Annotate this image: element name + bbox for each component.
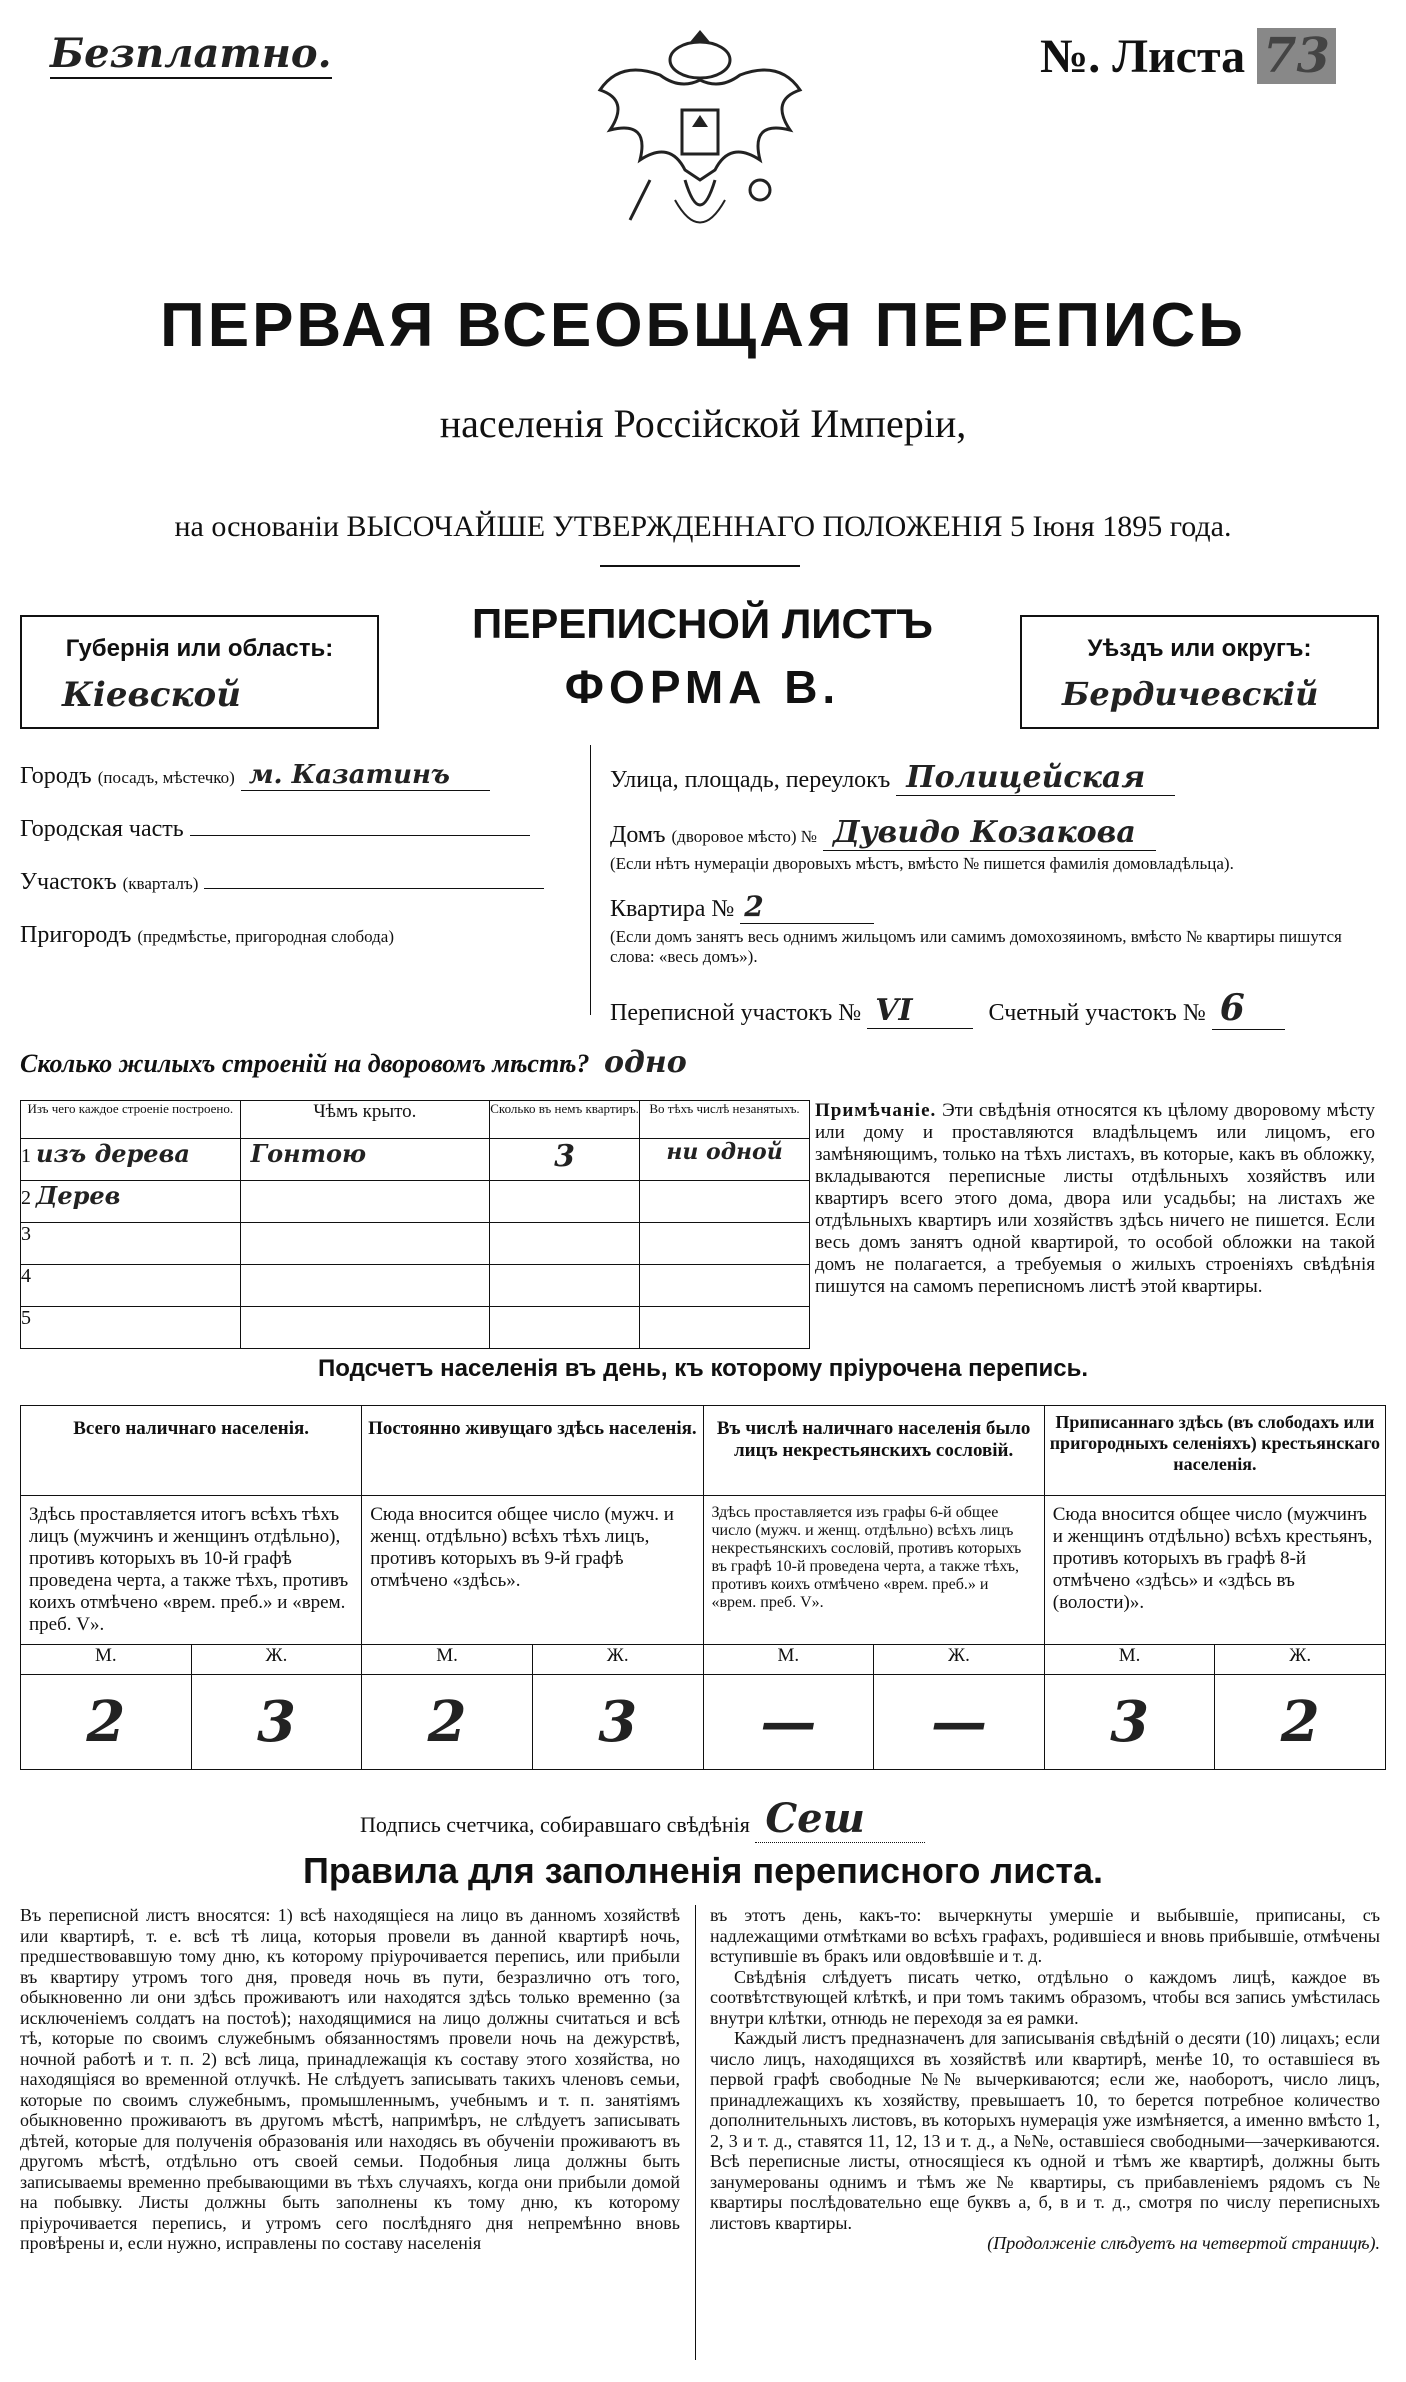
buildings-note (815, 1100, 1375, 1298)
m-header: М. (703, 1645, 874, 1675)
apartment-note: (Если домъ занятъ весь однимъ жильцомъ или самимъ домохозяиномъ, вмѣсто № квартиры пишутся слова: «весь домъ»). (610, 927, 1342, 966)
street-value: Полицейская (896, 760, 1175, 796)
buildings-header-roof: Чѣмъ крыто. (240, 1101, 490, 1139)
house-value: Дувидо Козакова (823, 815, 1156, 851)
signature-label: Подпись счетчика, собиравшаго свѣдѣнія (360, 1812, 750, 1837)
divider (600, 565, 800, 567)
district-box (1020, 615, 1379, 729)
street-row (610, 760, 1390, 795)
table-cell (240, 1265, 490, 1307)
buildings-note-head: Примѣчаніе. (815, 1100, 937, 1121)
count-area-label: Счетный участокъ № (988, 1000, 1206, 1026)
count-head-4: Приписаннаго здѣсь (въ слободахъ или пригородныхъ селеніяхъ) крестьянскаго населенія. (1044, 1406, 1385, 1496)
f-header: Ж. (191, 1645, 362, 1675)
area-row (20, 869, 590, 896)
count-table (20, 1405, 1386, 1770)
signature-row (360, 1795, 925, 1842)
area-label: Участокъ (20, 869, 117, 895)
count-m-value: 3 (1044, 1675, 1215, 1770)
city-part-label: Городская часть (20, 816, 184, 842)
city-part-field (190, 835, 530, 836)
table-cell (240, 1223, 490, 1265)
table-cell (490, 1307, 640, 1349)
f-header: Ж. (1215, 1645, 1386, 1675)
buildings-question-row (20, 1045, 687, 1080)
census-area-value: VI (867, 993, 972, 1029)
count-m-value: 2 (21, 1675, 192, 1770)
count-desc-3: Здѣсь проставляется изъ графы 6-й общее число (мужч. и женщ. отдѣльно) всѣхъ лицъ некрестьянскихъ сословій, противъ которыхъ въ графѣ 10-й проведена черта, а также тѣхъ, противъ коихъ отмѣчено «врем. преб.» и «врем. преб. V». (703, 1496, 1044, 1645)
sheet-label (1040, 28, 1336, 84)
m-header: М. (1044, 1645, 1215, 1675)
row-number: 3 (21, 1223, 241, 1265)
city-part-row (20, 816, 590, 843)
suburb-row (20, 922, 590, 949)
buildings-answer: одно (604, 1045, 687, 1080)
table-cell (21, 1139, 241, 1181)
table-cell (640, 1265, 810, 1307)
double-headed-eagle-emblem (590, 20, 810, 250)
buildings-note-text: Эти свѣдѣнія относятся къ цѣлому дворовому мѣсту или дому и проставляются владѣльцемъ или лицомъ, его замѣняющимъ, только на тѣхъ листахъ, въ которые, какъ въ обложку, вкладываются переписные листы отдѣльныхъ хозяйствъ или квартиръ всего этого дома, двора или усадьбы; на листахъ же отдѣльныхъ квартиръ или хозяйствъ здѣсь ничего не пишется. Если весь домъ занятъ одной квартирой, то особой обложки на такой домъ не полагается, а требуемыя о жилыхъ строеніяхъ свѣдѣнія пишутся на самомъ переписномъ листѣ этой квартиры. (815, 1100, 1376, 1297)
row-number: 1 (21, 1145, 31, 1167)
table-row (21, 1307, 810, 1349)
house-label: Домъ (610, 822, 666, 848)
f-header: Ж. (874, 1645, 1045, 1675)
rules-right-paragraph-1: въ этотъ день, какъ-то: вычеркнуты умершіе и выбывшіе, приписаны, съ надлежащими отмѣтками во всѣхъ графахъ, родившіеся и вновь прибывшіе, отмѣчены вступившіе въ бракъ или овдовѣвшіе и т. д. (710, 1905, 1380, 1966)
buildings-header-apartments: Сколько въ немъ квартиръ. (490, 1101, 640, 1139)
city-hint: (посадъ, мѣстечко) (97, 768, 235, 787)
province-label: Губернія или область: (65, 635, 334, 662)
row-number: 4 (21, 1265, 241, 1307)
roof-value: Гонтою (240, 1139, 490, 1181)
table-cell (490, 1265, 640, 1307)
roof-value (240, 1181, 490, 1223)
apartment-row (610, 890, 1390, 923)
page-subtitle: населенія Россійской Имперіи, (439, 401, 967, 446)
district-value: Бердичевскій (1062, 675, 1319, 713)
basis-line: на основаніи ВЫСОЧАЙШЕ УТВЕРЖДЕННАГО ПОЛОЖЕНІЯ 5 Іюня 1895 года. (174, 510, 1232, 543)
m-header: М. (362, 1645, 533, 1675)
row-number: 2 (21, 1187, 31, 1209)
column-divider (695, 1905, 696, 2360)
table-cell (240, 1307, 490, 1349)
apartments-value: 3 (490, 1139, 640, 1181)
count-head-3: Въ числѣ наличнаго населенія было лицъ некрестьянскихъ сословій. (703, 1406, 1044, 1496)
count-desc-1: Здѣсь проставляется итогъ всѣхъ тѣхъ лицъ (мужчинъ и женщинъ отдѣльно), противъ которыхъ въ 10-й графѣ проведена черта, а также тѣхъ, противъ коихъ отмѣчено «врем. преб.» и «врем. преб. V». (21, 1496, 362, 1645)
city-label: Городъ (20, 763, 92, 789)
count-head-1: Всего наличнаго населенія. (21, 1406, 362, 1496)
m-header: М. (21, 1645, 192, 1675)
apartment-label: Квартира № (610, 896, 735, 922)
vacant-value (640, 1181, 810, 1223)
address-right (610, 745, 1390, 1029)
sheet-label-text: №. Листа (1040, 30, 1246, 83)
city-value: м. Казатинъ (241, 760, 490, 791)
form-header (390, 600, 1015, 714)
province-box (20, 615, 379, 729)
rules-title: Правила для заполненія переписного листа. (302, 1850, 1104, 1891)
count-desc-4: Сюда вносится общее число (мужчинъ и женщинъ отдѣльно) всѣхъ крестьянъ, противъ которыхъ въ графѣ 8-й отмѣчено «здѣсь» и «здѣсь въ (волости)». (1044, 1496, 1385, 1645)
province-value: Кіевской (62, 675, 241, 715)
count-area-value: 6 (1212, 987, 1285, 1030)
count-title: Подсчетъ населенія въ день, къ которому пріурочена перепись. (318, 1355, 1088, 1382)
material-value: Дерев (36, 1181, 121, 1210)
count-m-value: 2 (362, 1675, 533, 1770)
count-m-value: — (703, 1675, 874, 1770)
sheet-number: 73 (1257, 28, 1336, 84)
buildings-header-material: Изъ чего каждое строеніе построено. (21, 1101, 241, 1139)
address-left (20, 745, 591, 1015)
form-label: ФОРМА В. (564, 661, 841, 713)
buildings-header-vacant: Во тѣхъ числѣ незанятыхъ. (640, 1101, 810, 1139)
rules-right-paragraph-2: Свѣдѣнія слѣдуетъ писать четко, отдѣльно о каждомъ лицѣ, каждое въ соотвѣтствующей клѣткѣ, и при томъ такимъ образомъ, чтобы вся запись умѣстилась внутри клѣтки, отнюдь не переходя за ея рамки. (710, 1966, 1380, 2028)
f-header: Ж. (532, 1645, 703, 1675)
table-cell (640, 1223, 810, 1265)
rules-right-paragraph-3: Каждый листъ предназначенъ для записыванія свѣдѣній о десяти (10) лицахъ; если число лицъ, находящихся въ хозяйствѣ или квартирѣ, менѣе 10, то оставшіеся въ первой графѣ свободные №№ вычеркиваются; если же, наоборотъ, число лицъ, принадлежащихъ къ хозяйству, превышаетъ 10, то берется потребное количество дополнительныхъ листовъ, въ которыхъ нумерація уже измѣняется, а именно вмѣсто 1, 2, 3 и т. д., ставятся 11, 12, 13 и т. д., а №№, оставшіеся свободными—зачеркиваются. Всѣ переписные листы, относящіеся къ одной и тѣмъ же квартирѣ, должны быть занумерованы однимъ и тѣмъ же № квартиры, съ прибавленіемъ рядомъ съ № квартиры послѣдовательно еще буквъ а, б, в и т. д., смотря по числу переписныхъ листовъ квартиры. (710, 2028, 1380, 2233)
vacant-value: ни одной (640, 1139, 810, 1181)
area-hint: (кварталъ) (122, 874, 199, 893)
census-area-label: Переписной участокъ № (610, 1000, 862, 1026)
signature-value: Сеш (755, 1795, 925, 1843)
count-f-value: 3 (191, 1675, 362, 1770)
area-field (204, 888, 544, 889)
form-title: ПЕРЕПИСНОЙ ЛИСТЪ (472, 600, 933, 647)
count-f-value: — (874, 1675, 1045, 1770)
table-row (21, 1265, 810, 1307)
table-cell (640, 1307, 810, 1349)
apartments-value (490, 1181, 640, 1223)
table-row (21, 1223, 810, 1265)
table-cell (21, 1181, 241, 1223)
rules-right-column (710, 1905, 1380, 2254)
buildings-question: Сколько жилыхъ строеній на дворовомъ мѣстѣ? (20, 1049, 590, 1078)
rules-continued: (Продолженіе слѣдуетъ на четвертой страницѣ). (987, 2233, 1380, 2253)
free-label: Безплатно. (50, 30, 332, 77)
table-row (21, 1139, 810, 1181)
page-title: ПЕРВАЯ ВСЕОБЩАЯ ПЕРЕПИСЬ (160, 291, 1246, 360)
table-cell (490, 1223, 640, 1265)
table-row (21, 1181, 810, 1223)
house-row (610, 815, 1390, 850)
census-area-row (610, 987, 1390, 1029)
count-f-value: 3 (532, 1675, 703, 1770)
count-f-value: 2 (1215, 1675, 1386, 1770)
suburb-label: Пригородъ (20, 922, 132, 948)
count-head-2: Постоянно живущаго здѣсь населенія. (362, 1406, 703, 1496)
street-label: Улица, площадь, переулокъ (610, 767, 891, 793)
buildings-table (20, 1100, 810, 1349)
city-row (20, 760, 590, 790)
rules-left-column: Въ переписной листъ вносятся: 1) всѣ находящіеся на лицо въ данномъ хозяйствѣ или квартирѣ, т. е. всѣ тѣ лица, которыя провели въ данной квартирѣ ночь, предшествовавшую тому дню, къ которому пріурочивается перепись, или прибыли въ квартиру утромъ того дня, проведя ночь въ пути, безразлично отъ того, обыкновенно ли они здѣсь проживаютъ или находятся здѣсь только временно (за исключеніемъ солдатъ на постоѣ); находящимися на лицо должны считаться и всѣ тѣ, которые по своимъ служебнымъ обязанностямъ провели ночь на дежурствѣ, ночной работѣ и т. п. 2) всѣ лица, принадлежащія къ составу этого хозяйства, но находящіяся во временной отлучкѣ. Не слѣдуетъ записывать такихъ членовъ семьи, которые по своимъ служебнымъ, промышленнымъ, учебнымъ и т. п. занятіямъ обыкновенно проживаютъ въ другомъ мѣстѣ, напримѣръ, не слѣдуетъ записывать дѣтей, которые для полученія образованія или находясь въ обученіи проживаютъ въ другомъ мѣстѣ, отдѣльно отъ своей семьи. Подобныя лица должны быть записываемы временно пребывающими въ тѣхъ случаяхъ, когда они прибыли домой на побывку. Листы должны быть заполнены къ тому дню, къ которому пріурочивается перепись, и утромъ сего послѣдняго дня непремѣнно вновь провѣрены и, если нужно, исправлены по составу населенія (20, 1905, 680, 2253)
house-note: (Если нѣтъ нумераціи дворовыхъ мѣстъ, вмѣсто № пишется фамилія домовладѣльца). (610, 854, 1234, 873)
count-desc-2: Сюда вносится общее число (мужч. и женщ. отдѣльно) всѣхъ тѣхъ лицъ, противъ которыхъ въ 9-й графѣ отмѣчено «здѣсь». (362, 1496, 703, 1645)
apartment-value: 2 (740, 890, 873, 924)
row-number: 5 (21, 1307, 241, 1349)
district-label: Уѣздъ или округъ: (1087, 635, 1312, 662)
material-value: изъ дерева (36, 1139, 190, 1168)
suburb-hint: (предмѣстье, пригородная слобода) (137, 927, 395, 946)
house-hint: (дворовое мѣсто) № (671, 827, 818, 846)
